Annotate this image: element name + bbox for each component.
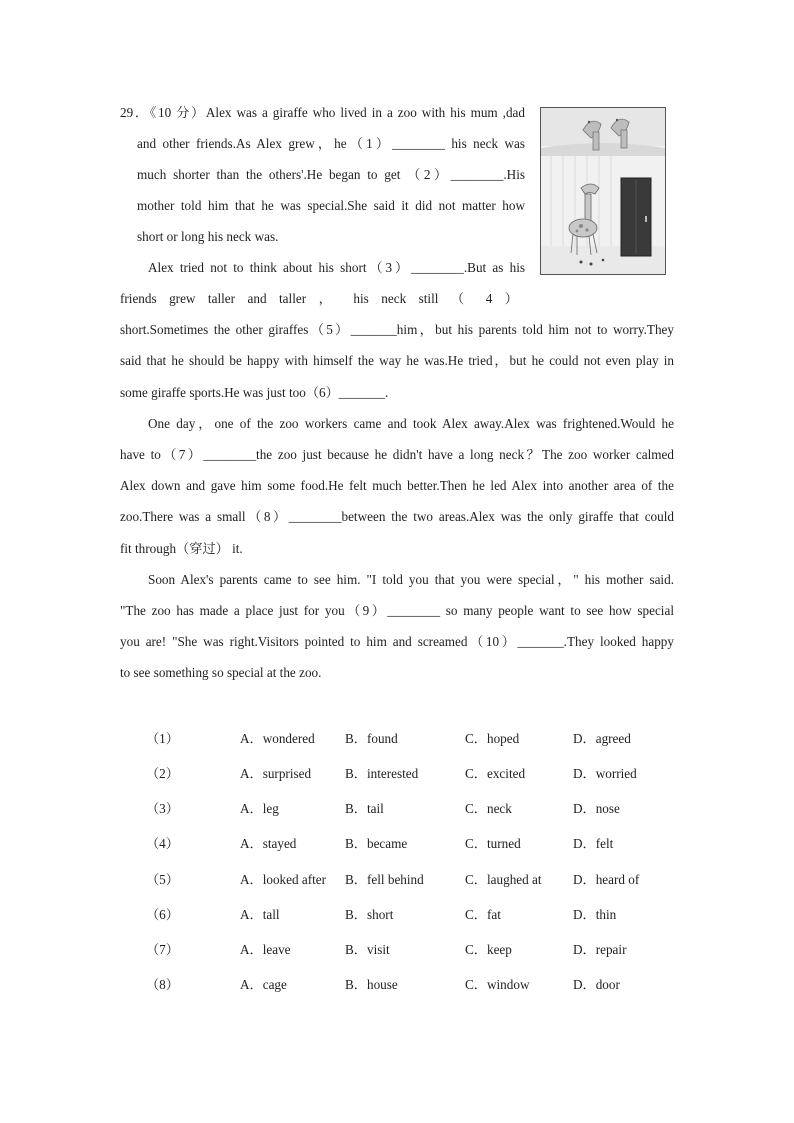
option-d[interactable]: D．worried — [573, 766, 637, 781]
passage-line: much shorter than the others'.He began to get （2）________.His — [137, 167, 525, 182]
option-a[interactable]: A．leave — [240, 942, 291, 957]
option-b[interactable]: B．found — [345, 731, 398, 746]
option-a[interactable]: A．leg — [240, 801, 279, 816]
option-number: （8） — [146, 977, 179, 992]
option-a[interactable]: A．stayed — [240, 836, 297, 851]
option-b[interactable]: B．interested — [345, 766, 419, 781]
passage-line: some giraffe sports.He was just too（6）_______. — [120, 385, 389, 400]
option-b[interactable]: B．visit — [345, 942, 390, 957]
option-a[interactable]: A．surprised — [240, 766, 312, 781]
option-b[interactable]: B．short — [345, 907, 394, 922]
option-number: （7） — [146, 942, 179, 957]
passage-line: Alex tried not to think about his short（3）________.But as his — [148, 260, 525, 275]
option-number: （2） — [146, 766, 179, 781]
option-number: （4） — [146, 836, 179, 851]
option-b[interactable]: B．became — [345, 836, 408, 851]
option-row — [0, 730, 794, 748]
option-d[interactable]: D．agreed — [573, 731, 631, 746]
option-c[interactable]: C．laughed at — [465, 872, 542, 887]
passage-line: to see something so special at the zoo. — [120, 665, 322, 680]
option-a[interactable]: A．cage — [240, 977, 287, 992]
option-row — [0, 871, 794, 889]
passage-line: short or long his neck was. — [137, 229, 279, 244]
option-row — [0, 765, 794, 783]
passage-line: mother told him that he was special.She said it did not matter how — [137, 198, 525, 213]
option-c[interactable]: C．keep — [465, 942, 512, 957]
option-row — [0, 976, 794, 994]
option-c[interactable]: C．neck — [465, 801, 512, 816]
passage-line: zoo.There was a small（8）________between the two areas.Alex was the only giraffe that could — [120, 509, 674, 524]
option-d[interactable]: D．door — [573, 977, 620, 992]
option-number: （5） — [146, 872, 179, 887]
giraffe-illustration — [540, 107, 666, 275]
passage-line: Soon Alex's parents came to see him. "I told you that you were special，" his mother said. — [148, 572, 674, 587]
giraffe-illustration-image — [541, 108, 665, 274]
option-a[interactable]: A．tall — [240, 907, 280, 922]
option-row — [0, 941, 794, 959]
option-number: （1） — [146, 731, 179, 746]
option-d[interactable]: D．nose — [573, 801, 620, 816]
passage-line: 29．《10 分）Alex was a giraffe who lived in a zoo with his mum ,dad — [120, 105, 525, 120]
passage-line: fit through（穿过） it. — [120, 541, 243, 556]
passage-line: "The zoo has made a place just for you（9）________ so many people want to see how special — [120, 603, 674, 618]
option-number: （6） — [146, 907, 179, 922]
option-a[interactable]: A．looked after — [240, 872, 327, 887]
option-d[interactable]: D．heard of — [573, 872, 640, 887]
option-c[interactable]: C．excited — [465, 766, 526, 781]
option-d[interactable]: D．felt — [573, 836, 614, 851]
passage-line: Alex down and gave him some food.He felt much better.Then he led Alex into another area of the — [120, 478, 674, 493]
option-a[interactable]: A．wondered — [240, 731, 315, 746]
passage-line: said that he should be happy with himself the way he was.He tried，but he could not even play in — [120, 353, 674, 368]
option-b[interactable]: B．tail — [345, 801, 384, 816]
passage-line: you are! "She was right.Visitors pointed to him and screamed（10）_______.They looked happy — [120, 634, 674, 649]
option-row — [0, 800, 794, 818]
option-number: （3） — [146, 801, 179, 816]
option-c[interactable]: C．window — [465, 977, 530, 992]
passage-line: short.Sometimes the other giraffes（5）_______him，but his parents told him not to worry.They — [120, 322, 674, 337]
option-b[interactable]: B．fell behind — [345, 872, 424, 887]
passage-line: friends grew taller and taller ， his neck still （ 4 ） — [120, 291, 518, 306]
option-row — [0, 835, 794, 853]
passage-line: One day，one of the zoo workers came and took Alex away.Alex was frightened.Would he — [148, 416, 674, 431]
option-row — [0, 906, 794, 924]
option-b[interactable]: B．house — [345, 977, 398, 992]
passage-line: have to（7）________the zoo just because he didn't have a long neck？The zoo worker calmed — [120, 447, 674, 462]
passage-line: and other friends.As Alex grew，he（1）________ his neck was — [137, 136, 525, 151]
option-d[interactable]: D．repair — [573, 942, 627, 957]
option-c[interactable]: C．turned — [465, 836, 521, 851]
option-d[interactable]: D．thin — [573, 907, 617, 922]
option-c[interactable]: C．fat — [465, 907, 501, 922]
option-c[interactable]: C．hoped — [465, 731, 520, 746]
